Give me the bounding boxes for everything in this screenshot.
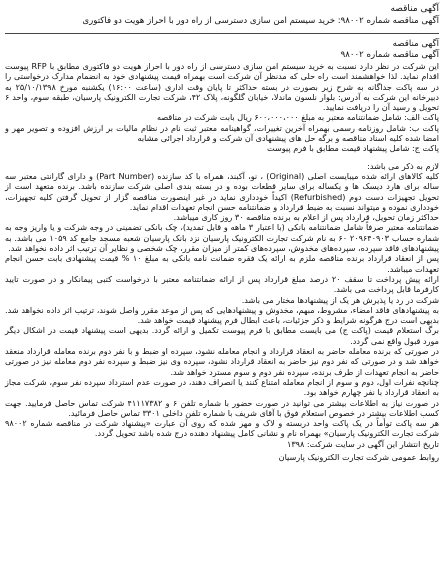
notice-title: آگهی مناقصه شماره ۹۸۰۰۲: خرید سیستم امن سازی دسترسی از راه دور با احراز هویت دو فاکتوری (82, 16, 439, 26)
intro-paragraph: این شرکت در نظر دارد نسبت به خرید سیستم امن سازی دسترسی از راه دور با احراز هویت دو فاکتوری مطابق با RFP پیوست اقدام نماید. لذا خواهشمند است راه حلی که مدنظر آن شرکت است بهمراه قیمت پیشنهادی خود به انضمام مدارک درخواستی را در سه پاکت جداگانه به شرح زیر بصورت در بسته حداکثر تا پایان وقت اداری (ساعت ۱۶:۰۰) یکشنبه مورخ ۲۵/۱۰/۱۳۹۸ به دبیرخانه این شرکت به آدرس: بلوار نلسون ماندلا، خیابان گلگونه، پلاک ۴۲، شرکت تجارت الکترونیک پارسیان، طبقه سوم، واحد ۶ تحویل و رسید آن را دریافت نمایید. (5, 61, 440, 113)
note-item: کلیه کالاهای ارائه شده میبایست اصلی (Original) ، نو، آکبند، همراه با کد سازنده (Part Number) و دارای گارانتی معتبر سه ساله برای هارد دیسک ها و یکساله برای سایر قطعات بوده و در بسته بندی اصلی شرکت سازنده باشد. برنده متعهد است از تحویل تجهیزات دست دوم (Refurbished) اکیداً خودداری نماید در غیر اینصورت مناقصه گزار از تحویل گرفتن کلیه تجهیزات، خودداری نموده و میتواند نسبت به ضبط قرارداد و ضمانتنامه حسن انجام تعهدات اقدام نماید. (5, 170, 440, 212)
body-label: آگهی مناقصه (392, 39, 439, 49)
note-item: هر سه پاکت توأماً در یک پاکت واحد دربسته و لاک و مهر شده که روی آن عبارت «پیشنهاد شرکت در مناقصه شماره ۹۸۰۰۲ شرکت تجارت الکترونیک پارسیان» بهمراه نام و نشانی کامل پیشنهاد دهنده درج شده باشد تحویل گردد. (5, 418, 439, 439)
note-heading: لازم به ذکر می باشد: (367, 160, 439, 171)
note-item: ضمانتنامه معتبر صرفاً شامل ضمانتنامه بانکی (با اعتبار ۳ ماهه و قابل تمدید)، چک بانکی تضمینی در وجه شرکت و یا واریز وجه به شماره حساب ۲۰۹۶۴۰۹۰۳ ۶۰ به نام شرکت تجارت الکترونیک پارسیان نزد بانک پارسیان شعبه مسجد جامع کد ۱۰۵۹ می باشد. به پیشنهادهای فاقد سپرده، سپرده‌های مخدوش، سپرده‌های کمتر از میزان مقرر، چک شخصی و نظایر آن ترتیب اثر داده نخواهد شد. (5, 222, 439, 254)
note-item: چنانچه نفرات اول، دوم و سوم از انجام معامله امتناع کنند یا انصراف دهند، در صورت عدم استرداد سپرده نفر سوم، شرکت مجاز به انعقاد قرارداد با نفر چهارم خواهد بود. (5, 376, 439, 398)
note-item: ارائه پیش پرداخت تا سقف ۲۰ درصد مبلغ قرارداد پس از ارائه ضمانتنامه معتبر با درخواست کتبی پیمانکار و در صورت تایید کارفرما قابل پرداخت می باشد. (5, 273, 440, 295)
note-item: شرکت در رد یا پذیرش هر یک از پیشنهادها مختار می باشد. (241, 294, 439, 305)
packet-a: پاکت الف: شامل ضمانتنامه معتبر به مبلغ ۶۰۰،۰۰۰،۰۰۰ ریال بابت شرکت در مناقصه (157, 112, 439, 123)
note-item: در صورت نیاز به اطلاعات بیشتر می توانید در صورت حضور با شماره تلفن ۶ و ۴۱۱۱۷۳۸۲ شرکت تماس حاصل فرمایید. جهت کسب اطلاعات بیشتر در خصوص استعلام فوق با آقای شریف با شماره تلفن داخلی ۳۳۰۱ تماس حاصل فرمائید. (5, 397, 440, 418)
notice-number: آگهی مناقصه شماره ۹۸۰۰۲ (340, 50, 439, 60)
note-item: به پیشنهادهای فاقد امضاء، مشروط، مبهم، مخدوش و پیشنهادهایی که پس از موعد مقرر واصل شوند، ترتیب اثر داده نخواهد شد. بدیهی است درج هرگونه شرایط و ذکر جزئیات، باعث ابطال فرم پیشنهاد قیمت خواهد شد. (5, 304, 439, 326)
note-item: پس از انعقاد قرارداد برنده مناقصه ملزم به ارائه یک فقره ضمانت نامه بانکی به مبلغ ۱۰ % قیمت پیشنهادی بابت حسن انجام تعهدات میباشد. (5, 253, 439, 274)
packet-c: پاکت ج: شامل پیشنهاد قیمت مطابق با فرم پیوست (267, 143, 439, 154)
note-item: حداکثر زمان تحویل، قرارداد پس از اعلام به برنده مناقصه ۳۰ روز کاری میباشد. (173, 212, 439, 223)
footer-signature: روابط عمومی شرکت تجارت الکترونیک پارسیان (278, 451, 439, 462)
note-item: تاریخ انتشار این آگهی در سایت شرکت: ۱۳۹۸ (286, 438, 439, 449)
note-item: برگ استعلام قیمت (پاکت ج) می بایست مطابق با فرم پیوست تکمیل و ارائه گردد. بدیهی است پیشنهاد قیمت در اشکال دیگر مورد قبول واقع نمی گردد. (5, 325, 439, 346)
divider (5, 33, 439, 34)
note-item: در صورتی که برنده معامله حاضر به انعقاد قرارداد و انجام معامله نشود، سپرده او ضبط و با نفر دوم برنده معامله قرارداد منعقد خواهد شد و در صورتی که نفر دوم نیز حاضر به انعقاد قرارداد نشود، سپرده وی نیز ضبط و سپرده نفر دوم معامله نیز در صورتی حاضر به انجام تعهدات از طرف برنده، سپرده نفر دوم و سوم مسترد خواهد شد. (5, 346, 439, 377)
notice-label: آگهی مناقصه (390, 4, 439, 14)
packet-b: پاکت ب: شامل روزنامه رسمی بهمراه آخرین تغییرات، گواهینامه معتبر ثبت نام در نظام مالیات بر ارزش افزوده و تصویر مهر و امضا شده کلیه اسناد مناقصه و برگه حل های پیشنهادی آن شرکت و قرارداد اجرائی مشابه (5, 122, 439, 144)
